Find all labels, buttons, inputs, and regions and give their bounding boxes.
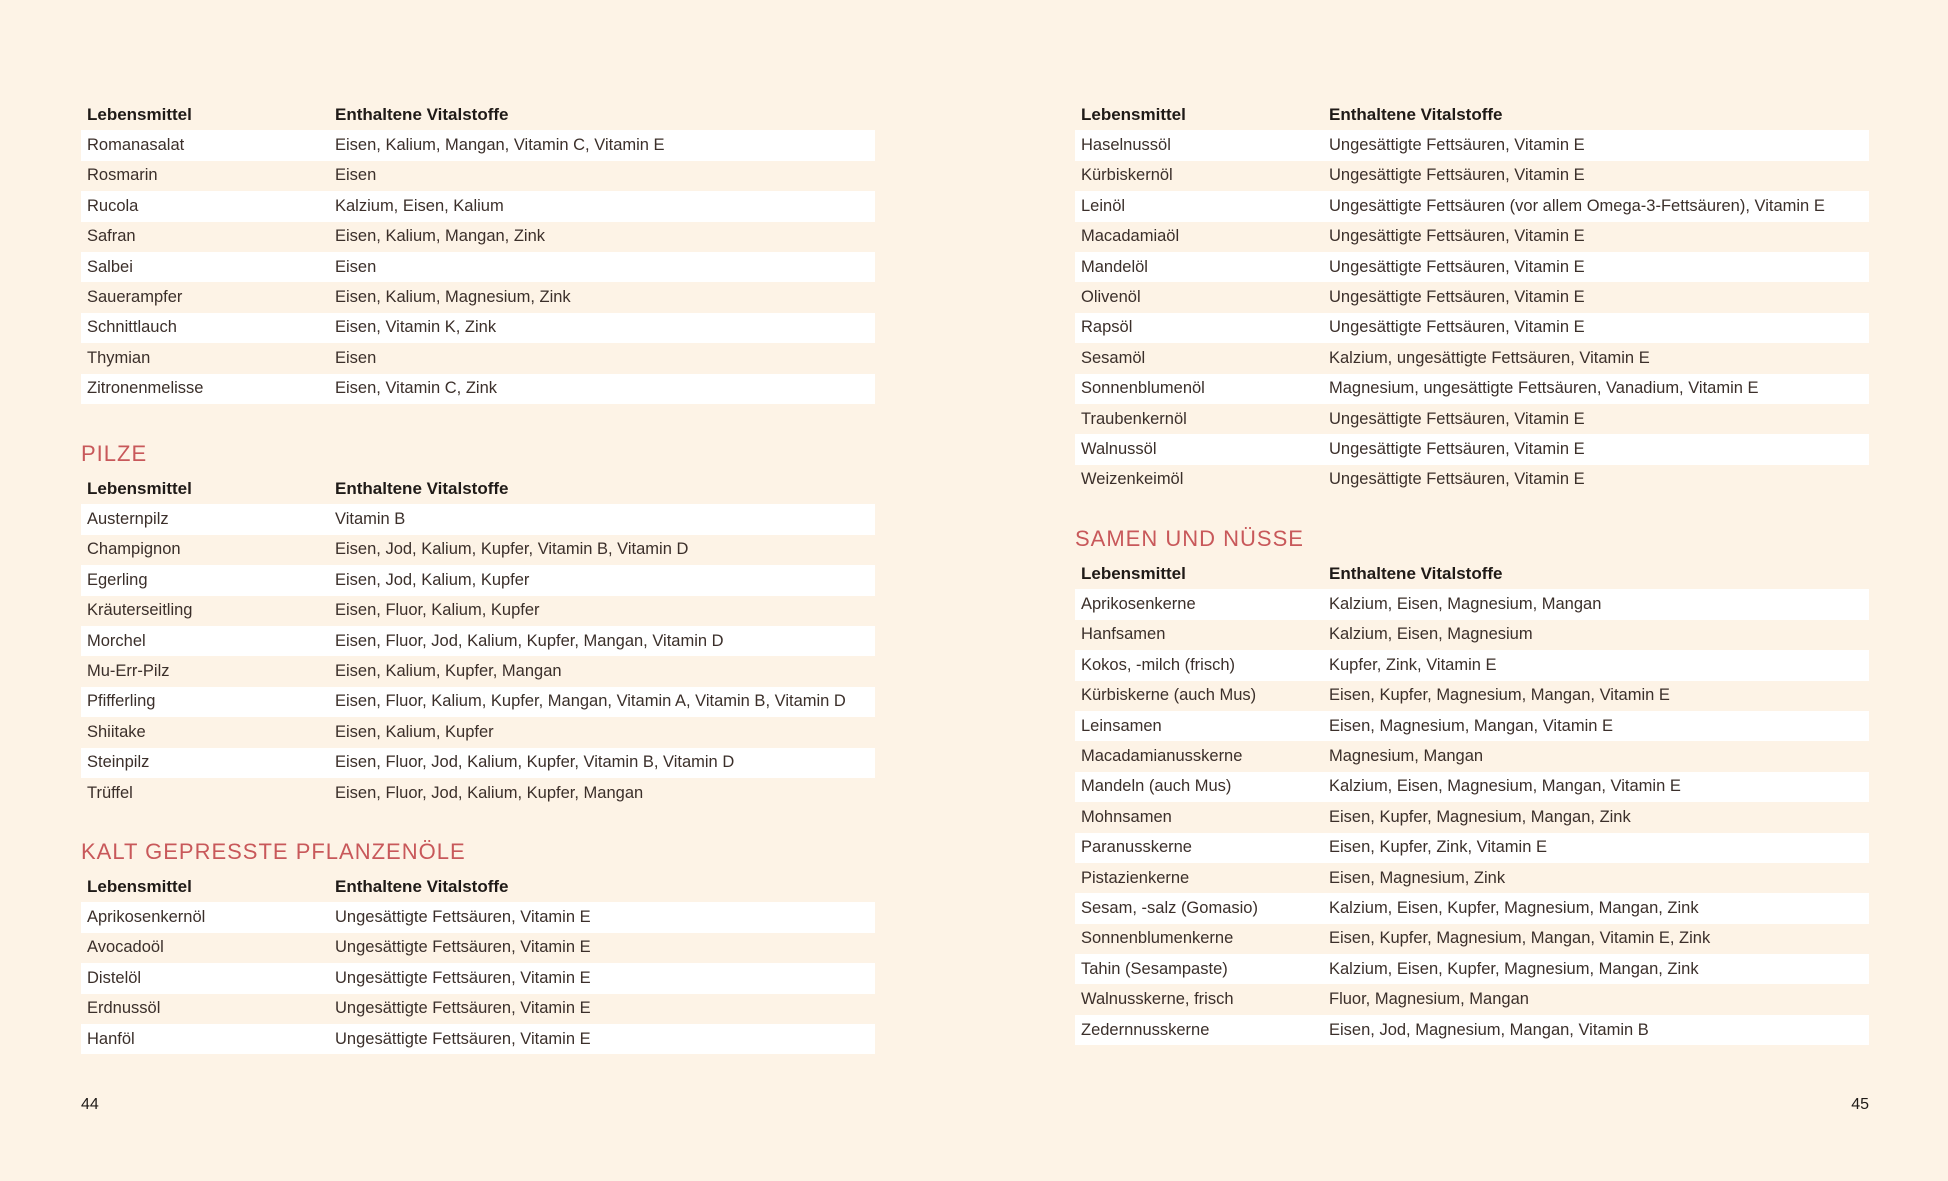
- table-row: [81, 161, 875, 191]
- nutrients-cell: Ungesättigte Fettsäuren, Vitamin E: [329, 963, 875, 993]
- food-name-cell: Thymian: [87, 348, 151, 367]
- nutrients-cell: Eisen, Jod, Magnesium, Mangan, Vitamin B: [1323, 1015, 1869, 1045]
- nutrients-cell: Eisen, Vitamin C, Zink: [329, 374, 875, 404]
- nutrients-cell: Ungesättigte Fettsäuren, Vitamin E: [1329, 470, 1585, 489]
- food-name-cell: Kokos, -milch (frisch): [1075, 650, 1323, 680]
- nutrients-cell: Eisen: [335, 166, 377, 185]
- column-header-vitalstoffe: Enthaltene Vitalstoffe: [1329, 564, 1503, 584]
- page-number-right: 45: [1851, 1096, 1869, 1113]
- table-row: [1075, 161, 1869, 191]
- section-title-pilze: PILZE: [81, 441, 148, 466]
- food-name-cell: Sesamöl: [1081, 348, 1146, 367]
- food-name-cell: Traubenkernöl: [1081, 409, 1187, 428]
- table-header-row: [1075, 100, 1869, 130]
- food-name-cell: Rosmarin: [87, 166, 158, 185]
- table-row: [81, 748, 875, 778]
- nutrients-cell: Fluor, Magnesium, Mangan: [1329, 990, 1529, 1009]
- table-kraeuter: [81, 100, 875, 404]
- food-name-cell: Egerling: [81, 565, 329, 595]
- table-row: [81, 282, 875, 312]
- nutrients-cell: Ungesättigte Fettsäuren, Vitamin E: [1329, 288, 1585, 307]
- nutrients-cell: Ungesättigte Fettsäuren (vor allem Omega-3-Fettsäuren), Vitamin E: [1323, 191, 1869, 221]
- nutrients-cell: Kalzium, Eisen, Kupfer, Magnesium, Mangan, Zink: [1323, 954, 1869, 984]
- table-row: [1075, 589, 1869, 619]
- food-name-cell: Macadamiaöl: [1081, 227, 1180, 246]
- nutrient-table: [1075, 100, 1869, 495]
- nutrients-cell: Eisen, Jod, Kalium, Kupfer, Vitamin B, Vitamin D: [335, 540, 689, 559]
- table-row: [81, 933, 875, 963]
- food-name-cell: Salbei: [81, 252, 329, 282]
- food-name-cell: Olivenöl: [1081, 288, 1141, 307]
- food-name-cell: Kürbiskerne (auch Mus): [1081, 686, 1257, 705]
- table-row: [1075, 313, 1869, 343]
- nutrients-cell: Eisen: [329, 252, 875, 282]
- food-name-cell: Sonnenblumenkerne: [1081, 929, 1234, 948]
- nutrients-cell: Eisen, Fluor, Jod, Kalium, Kupfer, Mangan, Vitamin D: [329, 626, 875, 656]
- nutrients-cell: Ungesättigte Fettsäuren, Vitamin E: [1323, 130, 1869, 160]
- column-header-lebensmittel: Lebensmittel: [87, 877, 192, 897]
- column-header-lebensmittel: Lebensmittel: [1081, 105, 1186, 125]
- nutrients-cell: Eisen, Vitamin K, Zink: [329, 313, 875, 343]
- table-row: [1075, 343, 1869, 373]
- table-row: [1075, 954, 1869, 984]
- table-row: [1075, 222, 1869, 252]
- column-header-lebensmittel: Lebensmittel: [87, 105, 192, 125]
- table-row: [1075, 802, 1869, 832]
- food-name-cell: Avocadoöl: [87, 938, 164, 957]
- table-row: [81, 963, 875, 993]
- food-name-cell: Kräuterseitling: [87, 601, 193, 620]
- table-row: [81, 626, 875, 656]
- nutrients-cell: Eisen, Magnesium, Mangan, Vitamin E: [1323, 711, 1869, 741]
- nutrients-cell: Ungesättigte Fettsäuren, Vitamin E: [329, 902, 875, 932]
- nutrients-cell: Kalzium, Eisen, Magnesium: [1329, 625, 1533, 644]
- table-row: [1075, 741, 1869, 771]
- food-name-cell: Sonnenblumenöl: [1075, 374, 1323, 404]
- table-row: [81, 1024, 875, 1054]
- table-row: [1075, 984, 1869, 1014]
- table-row: [1075, 681, 1869, 711]
- column-header-vitalstoffe: Enthaltene Vitalstoffe: [1329, 105, 1503, 125]
- table-oele-left: [81, 872, 875, 1054]
- food-name-cell: Mandeln (auch Mus): [1075, 772, 1323, 802]
- food-name-cell: Aprikosenkernöl: [81, 902, 329, 932]
- food-name-cell: Zedernnusskerne: [1075, 1015, 1323, 1045]
- nutrients-cell: Eisen, Kupfer, Magnesium, Mangan, Vitamin E: [1329, 686, 1670, 705]
- nutrients-cell: Eisen, Kalium, Kupfer: [335, 722, 494, 741]
- page-number-left: 44: [81, 1096, 99, 1113]
- table-samen: [1075, 559, 1869, 1045]
- food-name-cell: Romanasalat: [81, 130, 329, 160]
- food-name-cell: Schnittlauch: [81, 313, 329, 343]
- table-row: [1075, 893, 1869, 923]
- table-row: [1075, 252, 1869, 282]
- section-samen: [1075, 519, 1869, 1045]
- nutrients-cell: Kalzium, Eisen, Kalium: [329, 191, 875, 221]
- food-name-cell: Erdnussöl: [87, 999, 161, 1018]
- table-row: [81, 565, 875, 595]
- table-row: [1075, 650, 1869, 680]
- table-row: [1075, 924, 1869, 954]
- table-row: [81, 656, 875, 686]
- food-name-cell: Pistazienkerne: [1081, 868, 1190, 887]
- nutrients-cell: Ungesättigte Fettsäuren, Vitamin E: [329, 1024, 875, 1054]
- table-row: [1075, 191, 1869, 221]
- table-row: [1075, 282, 1869, 312]
- food-name-cell: Rapsöl: [1075, 313, 1323, 343]
- food-name-cell: Mandelöl: [1075, 252, 1323, 282]
- column-header-lebensmittel: Lebensmittel: [1081, 564, 1186, 584]
- table-header-row: [81, 100, 875, 130]
- nutrients-cell: Eisen, Kupfer, Magnesium, Mangan, Zink: [1329, 807, 1631, 826]
- table-row: [81, 687, 875, 717]
- table-oele-right: [1075, 100, 1869, 495]
- table-row: [1075, 1015, 1869, 1045]
- table-row: [81, 222, 875, 252]
- nutrients-cell: Magnesium, Mangan: [1329, 747, 1484, 766]
- table-row: [81, 504, 875, 534]
- table-row: [1075, 620, 1869, 650]
- nutrients-cell: Eisen, Fluor, Jod, Kalium, Kupfer, Vitamin B, Vitamin D: [329, 748, 875, 778]
- column-header-vitalstoffe: Enthaltene Vitalstoffe: [335, 479, 509, 499]
- food-name-cell: Sesam, -salz (Gomasio): [1075, 893, 1323, 923]
- nutrients-cell: Ungesättigte Fettsäuren, Vitamin E: [1323, 313, 1869, 343]
- table-row: [1075, 374, 1869, 404]
- table-row: [81, 994, 875, 1024]
- nutrients-cell: Eisen, Fluor, Kalium, Kupfer: [335, 601, 540, 620]
- food-name-cell: Sauerampfer: [87, 288, 183, 307]
- column-header-vitalstoffe: Enthaltene Vitalstoffe: [335, 877, 509, 897]
- table-row: [81, 374, 875, 404]
- table-row: [81, 191, 875, 221]
- food-name-cell: Zitronenmelisse: [81, 374, 329, 404]
- table-row: [1075, 465, 1869, 495]
- column-header-lebensmittel: Lebensmittel: [87, 479, 192, 499]
- nutrients-cell: Ungesättigte Fettsäuren, Vitamin E: [1323, 434, 1869, 464]
- food-name-cell: Hanföl: [81, 1024, 329, 1054]
- nutrient-table: [1075, 559, 1869, 1045]
- table-row: [1075, 833, 1869, 863]
- table-row: [81, 313, 875, 343]
- table-row: [81, 252, 875, 282]
- table-header-row: [81, 474, 875, 504]
- nutrients-cell: Eisen, Kupfer, Magnesium, Mangan, Vitamin E, Zink: [1329, 929, 1711, 948]
- nutrients-cell: Eisen, Fluor, Jod, Kalium, Kupfer, Mangan: [335, 783, 644, 802]
- nutrients-cell: Eisen, Kalium, Kupfer, Mangan: [335, 662, 562, 681]
- food-name-cell: Leinöl: [1075, 191, 1323, 221]
- nutrients-cell: Ungesättigte Fettsäuren, Vitamin E: [1329, 227, 1585, 246]
- nutrients-cell: Kalzium, ungesättigte Fettsäuren, Vitamin E: [1329, 348, 1650, 367]
- column-header-vitalstoffe: Enthaltene Vitalstoffe: [335, 105, 509, 125]
- food-name-cell: Trüffel: [87, 783, 133, 802]
- table-row: [81, 596, 875, 626]
- nutrients-cell: Ungesättigte Fettsäuren, Vitamin E: [335, 999, 591, 1018]
- table-row: [81, 902, 875, 932]
- section-title-samen: SAMEN UND NÜSSE: [1075, 526, 1304, 551]
- food-name-cell: Pfifferling: [81, 687, 329, 717]
- nutrients-cell: Kalzium, Eisen, Magnesium, Mangan: [1323, 589, 1869, 619]
- nutrients-cell: Eisen, Magnesium, Zink: [1329, 868, 1506, 887]
- food-name-cell: Rucola: [81, 191, 329, 221]
- table-row: [1075, 711, 1869, 741]
- nutrients-cell: Kalzium, Eisen, Magnesium, Mangan, Vitamin E: [1323, 772, 1869, 802]
- food-name-cell: Tahin (Sesampaste): [1075, 954, 1323, 984]
- table-pilze: [81, 474, 875, 808]
- table-row: [81, 717, 875, 747]
- nutrients-cell: Kupfer, Zink, Vitamin E: [1323, 650, 1869, 680]
- table-row: [1075, 130, 1869, 160]
- nutrients-cell: Vitamin B: [329, 504, 875, 534]
- nutrients-cell: Eisen, Jod, Kalium, Kupfer: [329, 565, 875, 595]
- nutrients-cell: Eisen, Kalium, Mangan, Zink: [335, 227, 546, 246]
- nutrient-table: [81, 872, 875, 1054]
- food-name-cell: Distelöl: [81, 963, 329, 993]
- nutrients-cell: Magnesium, ungesättigte Fettsäuren, Vanadium, Vitamin E: [1323, 374, 1869, 404]
- section-pilze: [81, 434, 875, 808]
- food-name-cell: Shiitake: [87, 722, 146, 741]
- food-name-cell: Paranusskerne: [1075, 833, 1323, 863]
- food-name-cell: Walnusskerne, frisch: [1081, 990, 1234, 1009]
- food-name-cell: Kürbiskernöl: [1081, 166, 1173, 185]
- nutrients-cell: Kalzium, Eisen, Kupfer, Magnesium, Mangan, Zink: [1323, 893, 1869, 923]
- food-name-cell: Mu-Err-Pilz: [87, 662, 170, 681]
- food-name-cell: Walnussöl: [1075, 434, 1323, 464]
- nutrients-cell: Ungesättigte Fettsäuren, Vitamin E: [1329, 409, 1585, 428]
- nutrients-cell: Ungesättigte Fettsäuren, Vitamin E: [1329, 166, 1585, 185]
- food-name-cell: Safran: [87, 227, 136, 246]
- table-row: [81, 343, 875, 373]
- table-row: [81, 535, 875, 565]
- table-row: [1075, 434, 1869, 464]
- food-name-cell: Weizenkeimöl: [1081, 470, 1184, 489]
- table-row: [81, 130, 875, 160]
- table-header-row: [81, 872, 875, 902]
- nutrients-cell: Ungesättigte Fettsäuren, Vitamin E: [1323, 252, 1869, 282]
- table-row: [81, 778, 875, 808]
- section-oele: [81, 832, 875, 1054]
- food-name-cell: Leinsamen: [1075, 711, 1323, 741]
- food-name-cell: Haselnussöl: [1075, 130, 1323, 160]
- nutrient-table: [81, 100, 875, 404]
- food-name-cell: Macadamianusskerne: [1081, 747, 1243, 766]
- table-header-row: [1075, 559, 1869, 589]
- nutrient-table: [81, 474, 875, 808]
- nutrients-cell: Eisen, Kalium, Magnesium, Zink: [335, 288, 571, 307]
- table-row: [1075, 772, 1869, 802]
- nutrients-cell: Eisen, Fluor, Kalium, Kupfer, Mangan, Vitamin A, Vitamin B, Vitamin D: [329, 687, 875, 717]
- food-name-cell: Hanfsamen: [1081, 625, 1166, 644]
- food-name-cell: Champignon: [87, 540, 181, 559]
- table-row: [1075, 404, 1869, 434]
- nutrients-cell: Eisen, Kupfer, Zink, Vitamin E: [1323, 833, 1869, 863]
- table-row: [1075, 863, 1869, 893]
- nutrients-cell: Eisen, Kalium, Mangan, Vitamin C, Vitamin E: [329, 130, 875, 160]
- food-name-cell: Steinpilz: [81, 748, 329, 778]
- food-name-cell: Aprikosenkerne: [1075, 589, 1323, 619]
- section-title-oele: KALT GEPRESSTE PFLANZENÖLE: [81, 839, 466, 864]
- food-name-cell: Morchel: [81, 626, 329, 656]
- nutrients-cell: Ungesättigte Fettsäuren, Vitamin E: [335, 938, 591, 957]
- food-name-cell: Austernpilz: [81, 504, 329, 534]
- food-name-cell: Mohnsamen: [1081, 807, 1172, 826]
- nutrients-cell: Eisen: [335, 348, 377, 367]
